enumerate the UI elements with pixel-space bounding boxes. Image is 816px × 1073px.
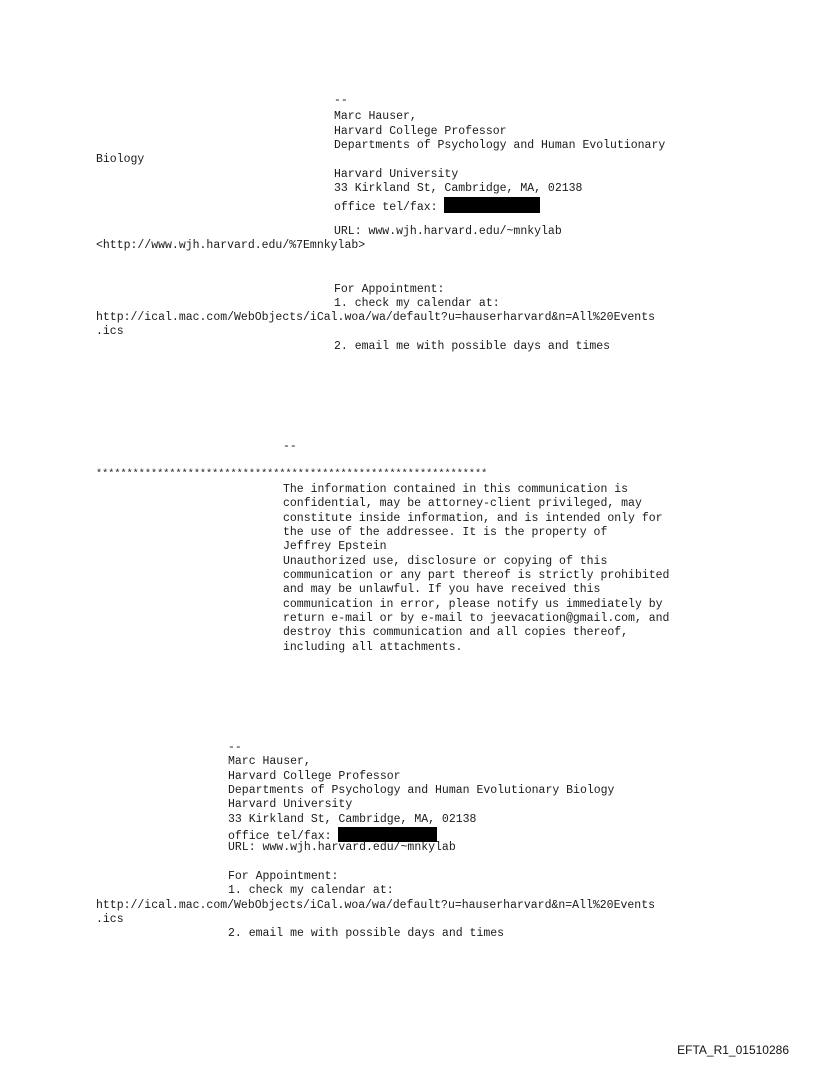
office-tel-label: office tel/fax: — [228, 830, 339, 843]
calendar-url-wrap: .ics — [96, 325, 124, 338]
office-tel-label: office tel/fax: — [334, 201, 445, 214]
disclaimer-line: communication or any part thereof is strictly prohibited — [283, 569, 670, 582]
redaction-box — [338, 827, 437, 842]
disclaimer-line: Jeffrey Epstein — [283, 540, 387, 553]
asterisk-rule: **************************************************************** — [96, 469, 488, 480]
calendar-url: http://ical.mac.com/WebObjects/iCal.woa/wa/default?u=hauserharvard&n=All%20Events — [96, 311, 655, 324]
disclaimer-line: constitute inside information, and is intended only for — [283, 512, 663, 525]
appointment-step-1: 1. check my calendar at: — [228, 884, 394, 897]
appointment-step-1: 1. check my calendar at: — [334, 297, 500, 310]
disclaimer-line: including all attachments. — [283, 641, 463, 654]
disclaimer-line: Unauthorized use, disclosure or copying of this — [283, 555, 608, 568]
appointment-step-2: 2. email me with possible days and times — [228, 927, 505, 940]
signature-university: Harvard University — [228, 798, 353, 811]
appointment-header: For Appointment: — [228, 870, 339, 883]
signature-url: URL: www.wjh.harvard.edu/~mnkylab — [228, 841, 456, 854]
document-id: EFTA_R1_01510286 — [677, 1043, 789, 1057]
appointment-header: For Appointment: — [334, 283, 445, 296]
signature-department: Departments of Psychology and Human Evolutionary — [334, 139, 666, 152]
signature-separator: -- — [334, 94, 348, 107]
disclaimer-line: return e-mail or by e-mail to jeevacation@gmail.com, and — [283, 612, 670, 625]
signature-office-line — [334, 197, 540, 215]
calendar-url-wrap: .ics — [96, 913, 124, 926]
signature-department-wrap: Biology — [96, 153, 145, 166]
signature-url-link: <http://www.wjh.harvard.edu/%7Emnkylab> — [96, 239, 366, 252]
disclaimer-line: communication in error, please notify us immediately by — [283, 598, 663, 611]
signature-department: Departments of Psychology and Human Evolutionary Biology — [228, 784, 615, 797]
disclaimer-line: the use of the addressee. It is the property of — [283, 526, 608, 539]
signature-address: 33 Kirkland St, Cambridge, MA, 02138 — [228, 813, 477, 826]
redaction-box — [444, 197, 540, 213]
signature-separator: -- — [228, 741, 242, 754]
disclaimer-line: The information contained in this communication is — [283, 483, 629, 496]
signature-address: 33 Kirkland St, Cambridge, MA, 02138 — [334, 182, 583, 195]
signature-university: Harvard University — [334, 168, 459, 181]
signature-name: Marc Hauser, — [228, 755, 311, 768]
signature-url: URL: www.wjh.harvard.edu/~mnkylab — [334, 225, 562, 238]
appointment-step-2: 2. email me with possible days and times — [334, 340, 611, 353]
signature-title: Harvard College Professor — [334, 125, 507, 138]
signature-name: Marc Hauser, — [334, 110, 417, 123]
disclaimer-line: confidential, may be attorney-client privileged, may — [283, 497, 642, 510]
signature-title: Harvard College Professor — [228, 770, 401, 783]
disclaimer-line: and may be unlawful. If you have received this — [283, 583, 601, 596]
disclaimer-line: destroy this communication and all copies thereof, — [283, 626, 629, 639]
calendar-url: http://ical.mac.com/WebObjects/iCal.woa/wa/default?u=hauserharvard&n=All%20Events — [96, 899, 655, 912]
disclaimer-separator: -- — [283, 440, 297, 453]
